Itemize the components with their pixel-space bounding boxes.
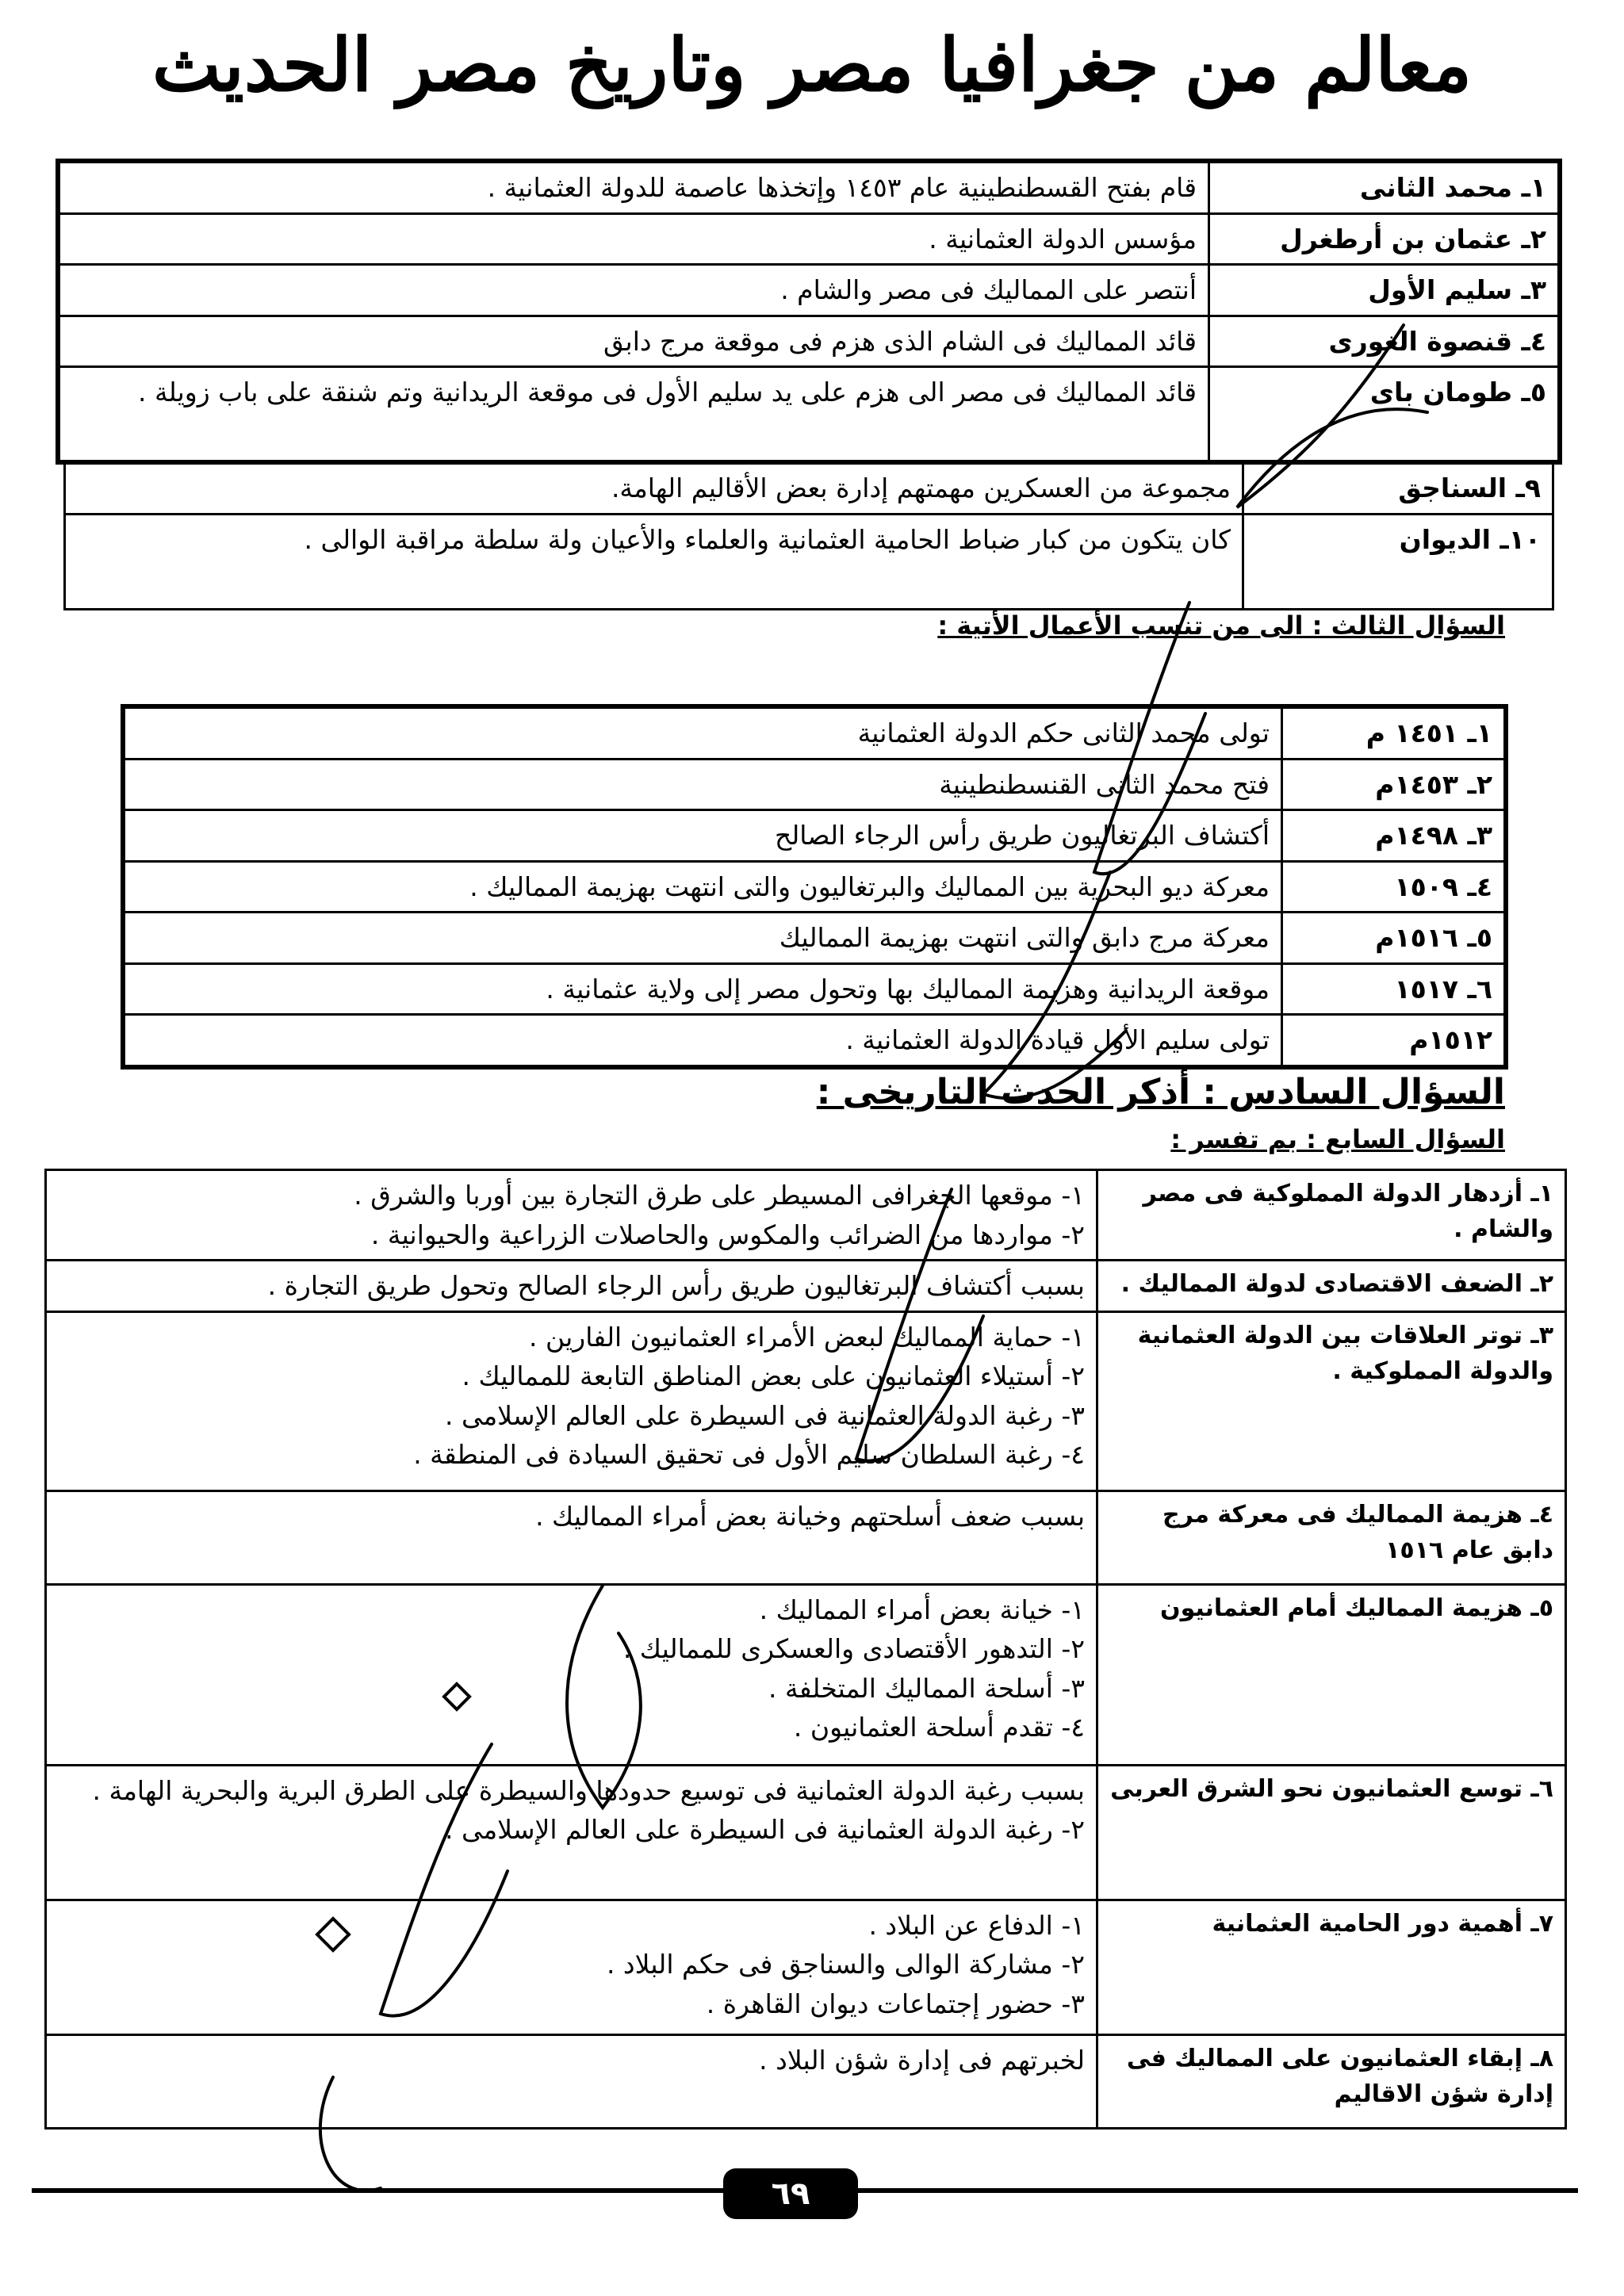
answer-line: ٢- رغبة الدولة العثمانية فى السيطرة على العالم الإسلامى . bbox=[445, 1814, 1085, 1845]
table-row bbox=[65, 514, 1553, 609]
page-number: ٦٩ bbox=[723, 2168, 858, 2219]
table-row bbox=[123, 913, 1506, 964]
row-key: ٤ـ هزيمة المماليك فى معركة مرج دابق عام ١٥١٦ bbox=[1097, 1490, 1566, 1584]
row-key: ١ـ محمد الثانى bbox=[1209, 161, 1561, 213]
row-key: ٥ـ هزيمة المماليك أمام العثمانيون bbox=[1097, 1584, 1566, 1765]
terms-table bbox=[63, 461, 1554, 610]
page-title: معالم من جغرافيا مصر وتاريخ مصر الحديث bbox=[151, 22, 1473, 108]
table-row bbox=[58, 367, 1560, 462]
answer-line: بسبب أكتشاف البرتغاليون طريق رأس الرجاء الصالح وتحول طريق التجارة . bbox=[267, 1270, 1085, 1301]
table-row bbox=[46, 1900, 1566, 2034]
table-row bbox=[123, 1015, 1506, 1067]
question-6-heading: السؤال السادس : أذكر الحدث التاريخى : bbox=[816, 1072, 1505, 1112]
row-value: موقعة الريدانية وهزيمة المماليك بها وتحول مصر إلى ولاية عثمانية . bbox=[123, 963, 1282, 1015]
row-key: ٤ـ قنصوة الغورى bbox=[1209, 316, 1561, 367]
table-row bbox=[58, 161, 1560, 213]
row-value bbox=[46, 2034, 1097, 2128]
table-row bbox=[65, 463, 1553, 515]
row-key: ٨ـ إبقاء العثمانيون على المماليك فى إدارة شؤن الاقاليم bbox=[1097, 2034, 1566, 2128]
answer-line: ٣- حضور إجتماعات ديوان القاهرة . bbox=[706, 1988, 1085, 2019]
answer-line: ٣- رغبة الدولة العثمانية فى السيطرة على العالم الإسلامى . bbox=[445, 1399, 1085, 1431]
answer-line: ٢- مشاركة الوالى والسناجق فى حكم البلاد . bbox=[606, 1949, 1085, 1980]
row-key: ٩ـ السناجق bbox=[1243, 463, 1553, 515]
row-value bbox=[46, 1311, 1097, 1490]
row-key: ٣ـ توتر العلاقات بين الدولة العثمانية والدولة المملوكية . bbox=[1097, 1311, 1566, 1490]
table-row bbox=[123, 963, 1506, 1015]
table-row bbox=[123, 706, 1506, 759]
answer-line: ١- موقعها الجغرافى المسيطر على طرق التجارة بين أوربا والشرق . bbox=[354, 1180, 1085, 1211]
row-key: ٧ـ أهمية دور الحامية العثمانية bbox=[1097, 1900, 1566, 2034]
row-value bbox=[46, 1584, 1097, 1765]
table-row bbox=[58, 265, 1560, 316]
answer-line: ٢- أستيلاء العثمانيون على بعض المناطق التابعة للمماليك . bbox=[462, 1360, 1085, 1391]
answer-line: ١- حماية المماليك لبعض الأمراء العثمانيون الفارين . bbox=[528, 1321, 1085, 1353]
row-value: قام بفتح القسطنطينية عام ١٤٥٣ وإتخذها عاصمة للدولة العثمانية . bbox=[58, 161, 1209, 213]
table-row bbox=[123, 861, 1506, 913]
row-key: ٤ـ ١٥٠٩ bbox=[1282, 861, 1507, 913]
row-value bbox=[46, 1765, 1097, 1900]
rulers-table-body bbox=[58, 161, 1560, 462]
dates-table bbox=[121, 704, 1508, 1070]
explain-table-body bbox=[46, 1170, 1566, 2129]
row-key: ٥ـ طومان باى bbox=[1209, 367, 1561, 462]
row-value: مؤسس الدولة العثمانية . bbox=[58, 213, 1209, 265]
row-key: ١ـ ١٤٥١ م bbox=[1282, 706, 1507, 759]
question-7-heading: السؤال السابع : بم تفسر : bbox=[1170, 1124, 1505, 1154]
rulers-table bbox=[56, 159, 1562, 465]
answer-line: ٢- مواردها من الضرائب والمكوس والحاصلات الزراعية والحيوانية . bbox=[370, 1219, 1085, 1250]
table-row bbox=[46, 1765, 1566, 1900]
row-value: قائد المماليك فى مصر الى هزم على يد سليم الأول فى موقعة الريدانية وتم شنقة على باب زويلة . bbox=[58, 367, 1209, 462]
row-value: فتح محمد الثانى القنسطنطينية bbox=[123, 759, 1282, 810]
answer-line: ١- الدفاع عن البلاد . bbox=[868, 1909, 1085, 1941]
answer-line: ٣- أسلحة المماليك المتخلفة . bbox=[768, 1672, 1085, 1704]
row-key: ٢ـ عثمان بن أرطغرل bbox=[1209, 213, 1561, 265]
table-row bbox=[123, 759, 1506, 810]
table-row bbox=[46, 1311, 1566, 1490]
table-row bbox=[46, 2034, 1566, 2128]
row-value bbox=[46, 1170, 1097, 1261]
row-key: ٣ـ سليم الأول bbox=[1209, 265, 1561, 316]
dates-table-body bbox=[123, 706, 1506, 1067]
question-3-heading: السؤال الثالث : الى من تنسب الأعمال الأتية : bbox=[937, 610, 1505, 641]
row-value bbox=[46, 1900, 1097, 2034]
table-row bbox=[46, 1584, 1566, 1765]
terms-table-body bbox=[65, 463, 1553, 610]
answer-line: ٤- تقدم أسلحة العثمانيون . bbox=[793, 1712, 1085, 1743]
row-key: ٦ـ ١٥١٧ bbox=[1282, 963, 1507, 1015]
row-key: ١٠ـ الديوان bbox=[1243, 514, 1553, 609]
row-value: تولى سليم الأول قيادة الدولة العثمانية . bbox=[123, 1015, 1282, 1067]
answer-line: بسبب ضعف أسلحتهم وخيانة بعض أمراء المماليك . bbox=[535, 1500, 1085, 1532]
answer-line: بسبب رغبة الدولة العثمانية فى توسيع حدودها والسيطرة على الطرق البرية والبحرية الهامة . bbox=[92, 1774, 1085, 1806]
answer-line: ١- خيانة بعض أمراء المماليك . bbox=[759, 1594, 1085, 1625]
row-key: ٢ـ الضعف الاقتصادى لدولة المماليك . bbox=[1097, 1261, 1566, 1312]
row-value: معركة مرج دابق والتى انتهت بهزيمة المماليك bbox=[123, 913, 1282, 964]
row-key: ٥ـ ١٥١٦م bbox=[1282, 913, 1507, 964]
answer-line: ٤- رغبة السلطان سليم الأول فى تحقيق السيادة فى المنطقة . bbox=[413, 1439, 1085, 1470]
answer-line: ٢- التدهور الأقتصادى والعسكرى للمماليك . bbox=[622, 1633, 1085, 1664]
row-value: تولى محمد الثانى حكم الدولة العثمانية bbox=[123, 706, 1282, 759]
row-key: ٦ـ توسع العثمانيون نحو الشرق العربى bbox=[1097, 1765, 1566, 1900]
table-row bbox=[58, 213, 1560, 265]
explain-table bbox=[44, 1169, 1567, 2130]
row-key: ٢ـ ١٤٥٣م bbox=[1282, 759, 1507, 810]
row-value: أنتصر على المماليك فى مصر والشام . bbox=[58, 265, 1209, 316]
row-key: ١٥١٢م bbox=[1282, 1015, 1507, 1067]
table-row bbox=[123, 810, 1506, 862]
row-value: كان يتكون من كبار ضباط الحامية العثمانية والعلماء والأعيان ولة سلطة مراقبة الوالى . bbox=[65, 514, 1243, 609]
row-key: ١ـ أزدهار الدولة المملوكية فى مصر والشام . bbox=[1097, 1170, 1566, 1261]
row-value: قائد المماليك فى الشام الذى هزم فى موقعة مرج دابق bbox=[58, 316, 1209, 367]
row-key: ٣ـ ١٤٩٨م bbox=[1282, 810, 1507, 862]
row-value bbox=[46, 1261, 1097, 1312]
table-row bbox=[58, 316, 1560, 367]
row-value bbox=[46, 1490, 1097, 1584]
row-value: أكتشاف البرتغاليون طريق رأس الرجاء الصالح bbox=[123, 810, 1282, 862]
table-row bbox=[46, 1490, 1566, 1584]
answer-line: لخبرتهم فى إدارة شؤن البلاد . bbox=[759, 2044, 1085, 2076]
table-row bbox=[46, 1170, 1566, 1261]
table-row bbox=[46, 1261, 1566, 1312]
row-value: مجموعة من العسكرين مهمتهم إدارة بعض الأقاليم الهامة. bbox=[65, 463, 1243, 515]
row-value: معركة ديو البحرية بين المماليك والبرتغاليون والتى انتهت بهزيمة المماليك . bbox=[123, 861, 1282, 913]
